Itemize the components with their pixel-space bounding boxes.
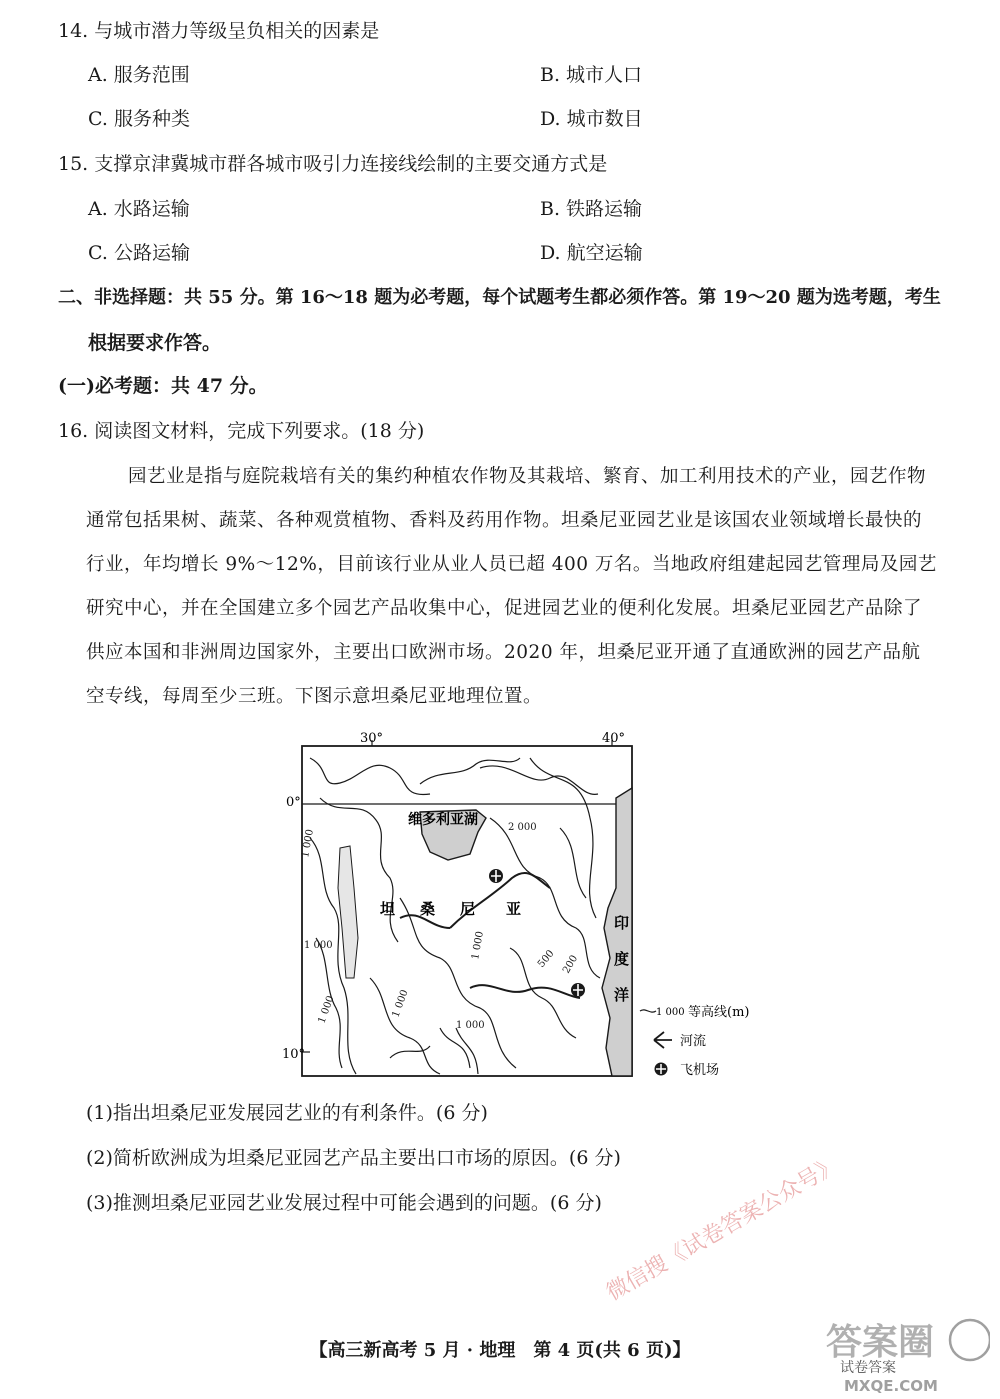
tanzania-map	[280, 728, 780, 1088]
answer-circle-logo	[820, 1300, 990, 1395]
subsection-heading: (一)必考题：共 47 分。	[58, 375, 268, 397]
legend-contour-label: 等高线(m)	[688, 1005, 750, 1020]
legend-contour-sample: 1 000	[656, 1007, 685, 1018]
lat-0-label: 0°	[286, 795, 301, 810]
map-legend	[640, 1004, 749, 1078]
q15-option-d[interactable]: D. 航空运输	[540, 242, 643, 264]
country-char: 亚	[506, 900, 522, 918]
svg-text:试卷答案: 试卷答案	[840, 1360, 896, 1376]
contour-label: 2 000	[508, 822, 537, 833]
watermark: 微信搜《试卷答案公众号》	[602, 1152, 844, 1306]
country-char: 尼	[460, 900, 476, 918]
lake-label: 维多利亚湖	[408, 812, 478, 828]
lat-10-label: 10°	[282, 1047, 306, 1062]
contour-label: 1 000	[300, 828, 316, 859]
airport-icon	[489, 869, 503, 883]
contour-label: 1 000	[316, 994, 337, 1026]
q15-option-b[interactable]: B. 铁路运输	[540, 198, 643, 220]
material-line: 供应本国和非洲周边国家外，主要出口欧洲市场。2020 年，坦桑尼亚开通了直通欧洲的园艺产品航	[86, 642, 921, 663]
q16-sub1: (1)指出坦桑尼亚发展园艺业的有利条件。(6 分)	[86, 1102, 488, 1124]
section-two-heading-cont: 根据要求作答。	[88, 332, 222, 354]
lon-40-label: 40°	[602, 731, 626, 746]
contour-label: 500	[535, 948, 557, 970]
material-line: 研究中心，并在全国建立多个园艺产品收集中心，促进园艺业的便利化发展。坦桑尼亚园艺产品除了	[86, 598, 923, 619]
legend-airport-icon	[655, 1063, 668, 1076]
airport-icon	[571, 983, 585, 997]
legend-river-swatch	[654, 1032, 672, 1048]
q14-option-c[interactable]: C. 服务种类	[88, 108, 190, 130]
svg-text:MXQE.COM: MXQE.COM	[844, 1377, 938, 1395]
q15-option-a[interactable]: A. 水路运输	[88, 198, 190, 220]
q14-option-b[interactable]: B. 城市人口	[540, 64, 643, 86]
page-footer: 【高三新高考 5 月 · 地理 第 4 页(共 6 页)】	[309, 1340, 691, 1361]
q14-stem: 14. 与城市潜力等级呈负相关的因素是	[58, 20, 380, 42]
q16-material	[86, 455, 956, 719]
legend-contour-swatch	[640, 1010, 656, 1012]
section-two-heading: 二、非选择题：共 55 分。第 16～18 题为必考题，每个试题考生都必须作答。第 19～20 题为选考题，考生	[58, 287, 941, 308]
contour-label: 1 000	[470, 930, 486, 961]
material-line: 园艺业是指与庭院栽培有关的集约种植农作物及其栽培、繁育、加工利用技术的产业，园艺作物	[128, 466, 927, 487]
q16-sub3: (3)推测坦桑尼亚园艺业发展过程中可能会遇到的问题。(6 分)	[86, 1192, 602, 1214]
legend-river-label: 河流	[680, 1034, 707, 1049]
q16-sub2: (2)简析欧洲成为坦桑尼亚园艺产品主要出口市场的原因。(6 分)	[86, 1147, 621, 1169]
country-char: 桑	[420, 900, 436, 918]
ocean-char: 洋	[614, 986, 630, 1004]
q16-stem: 16. 阅读图文材料，完成下列要求。(18 分)	[58, 420, 425, 442]
tanzania-map-figure	[280, 728, 780, 1088]
contour-label: 1 000	[456, 1020, 485, 1031]
legend-airport-label: 飞机场	[680, 1063, 720, 1078]
lon-30-label: 30°	[360, 731, 384, 746]
q14-option-a[interactable]: A. 服务范围	[88, 64, 190, 86]
contour-label: 1 000	[304, 940, 333, 951]
contour-label: 200	[561, 953, 581, 976]
site-logo	[820, 1300, 990, 1395]
material-line: 通常包括果树、蔬菜、各种观赏植物、香料及药用作物。坦桑尼亚园艺业是该国农业领域增长最快的	[86, 510, 923, 531]
q15-stem: 15. 支撑京津冀城市群各城市吸引力连接线绘制的主要交通方式是	[58, 153, 608, 175]
contour-label: 1 000	[390, 988, 411, 1020]
svg-text:答案圈: 答案圈	[826, 1322, 935, 1363]
q15-option-c[interactable]: C. 公路运输	[88, 242, 190, 264]
ocean-char: 印	[614, 914, 630, 932]
material-line: 空专线，每周至少三班。下图示意坦桑尼亚地理位置。	[86, 686, 543, 707]
q14-option-d[interactable]: D. 城市数目	[540, 108, 643, 130]
ocean-char: 度	[614, 950, 630, 968]
country-char: 坦	[380, 900, 396, 918]
material-line: 行业，年均增长 9%～12%，目前该行业从业人员已超 400 万名。当地政府组建起园艺管理局及园艺	[86, 554, 937, 575]
